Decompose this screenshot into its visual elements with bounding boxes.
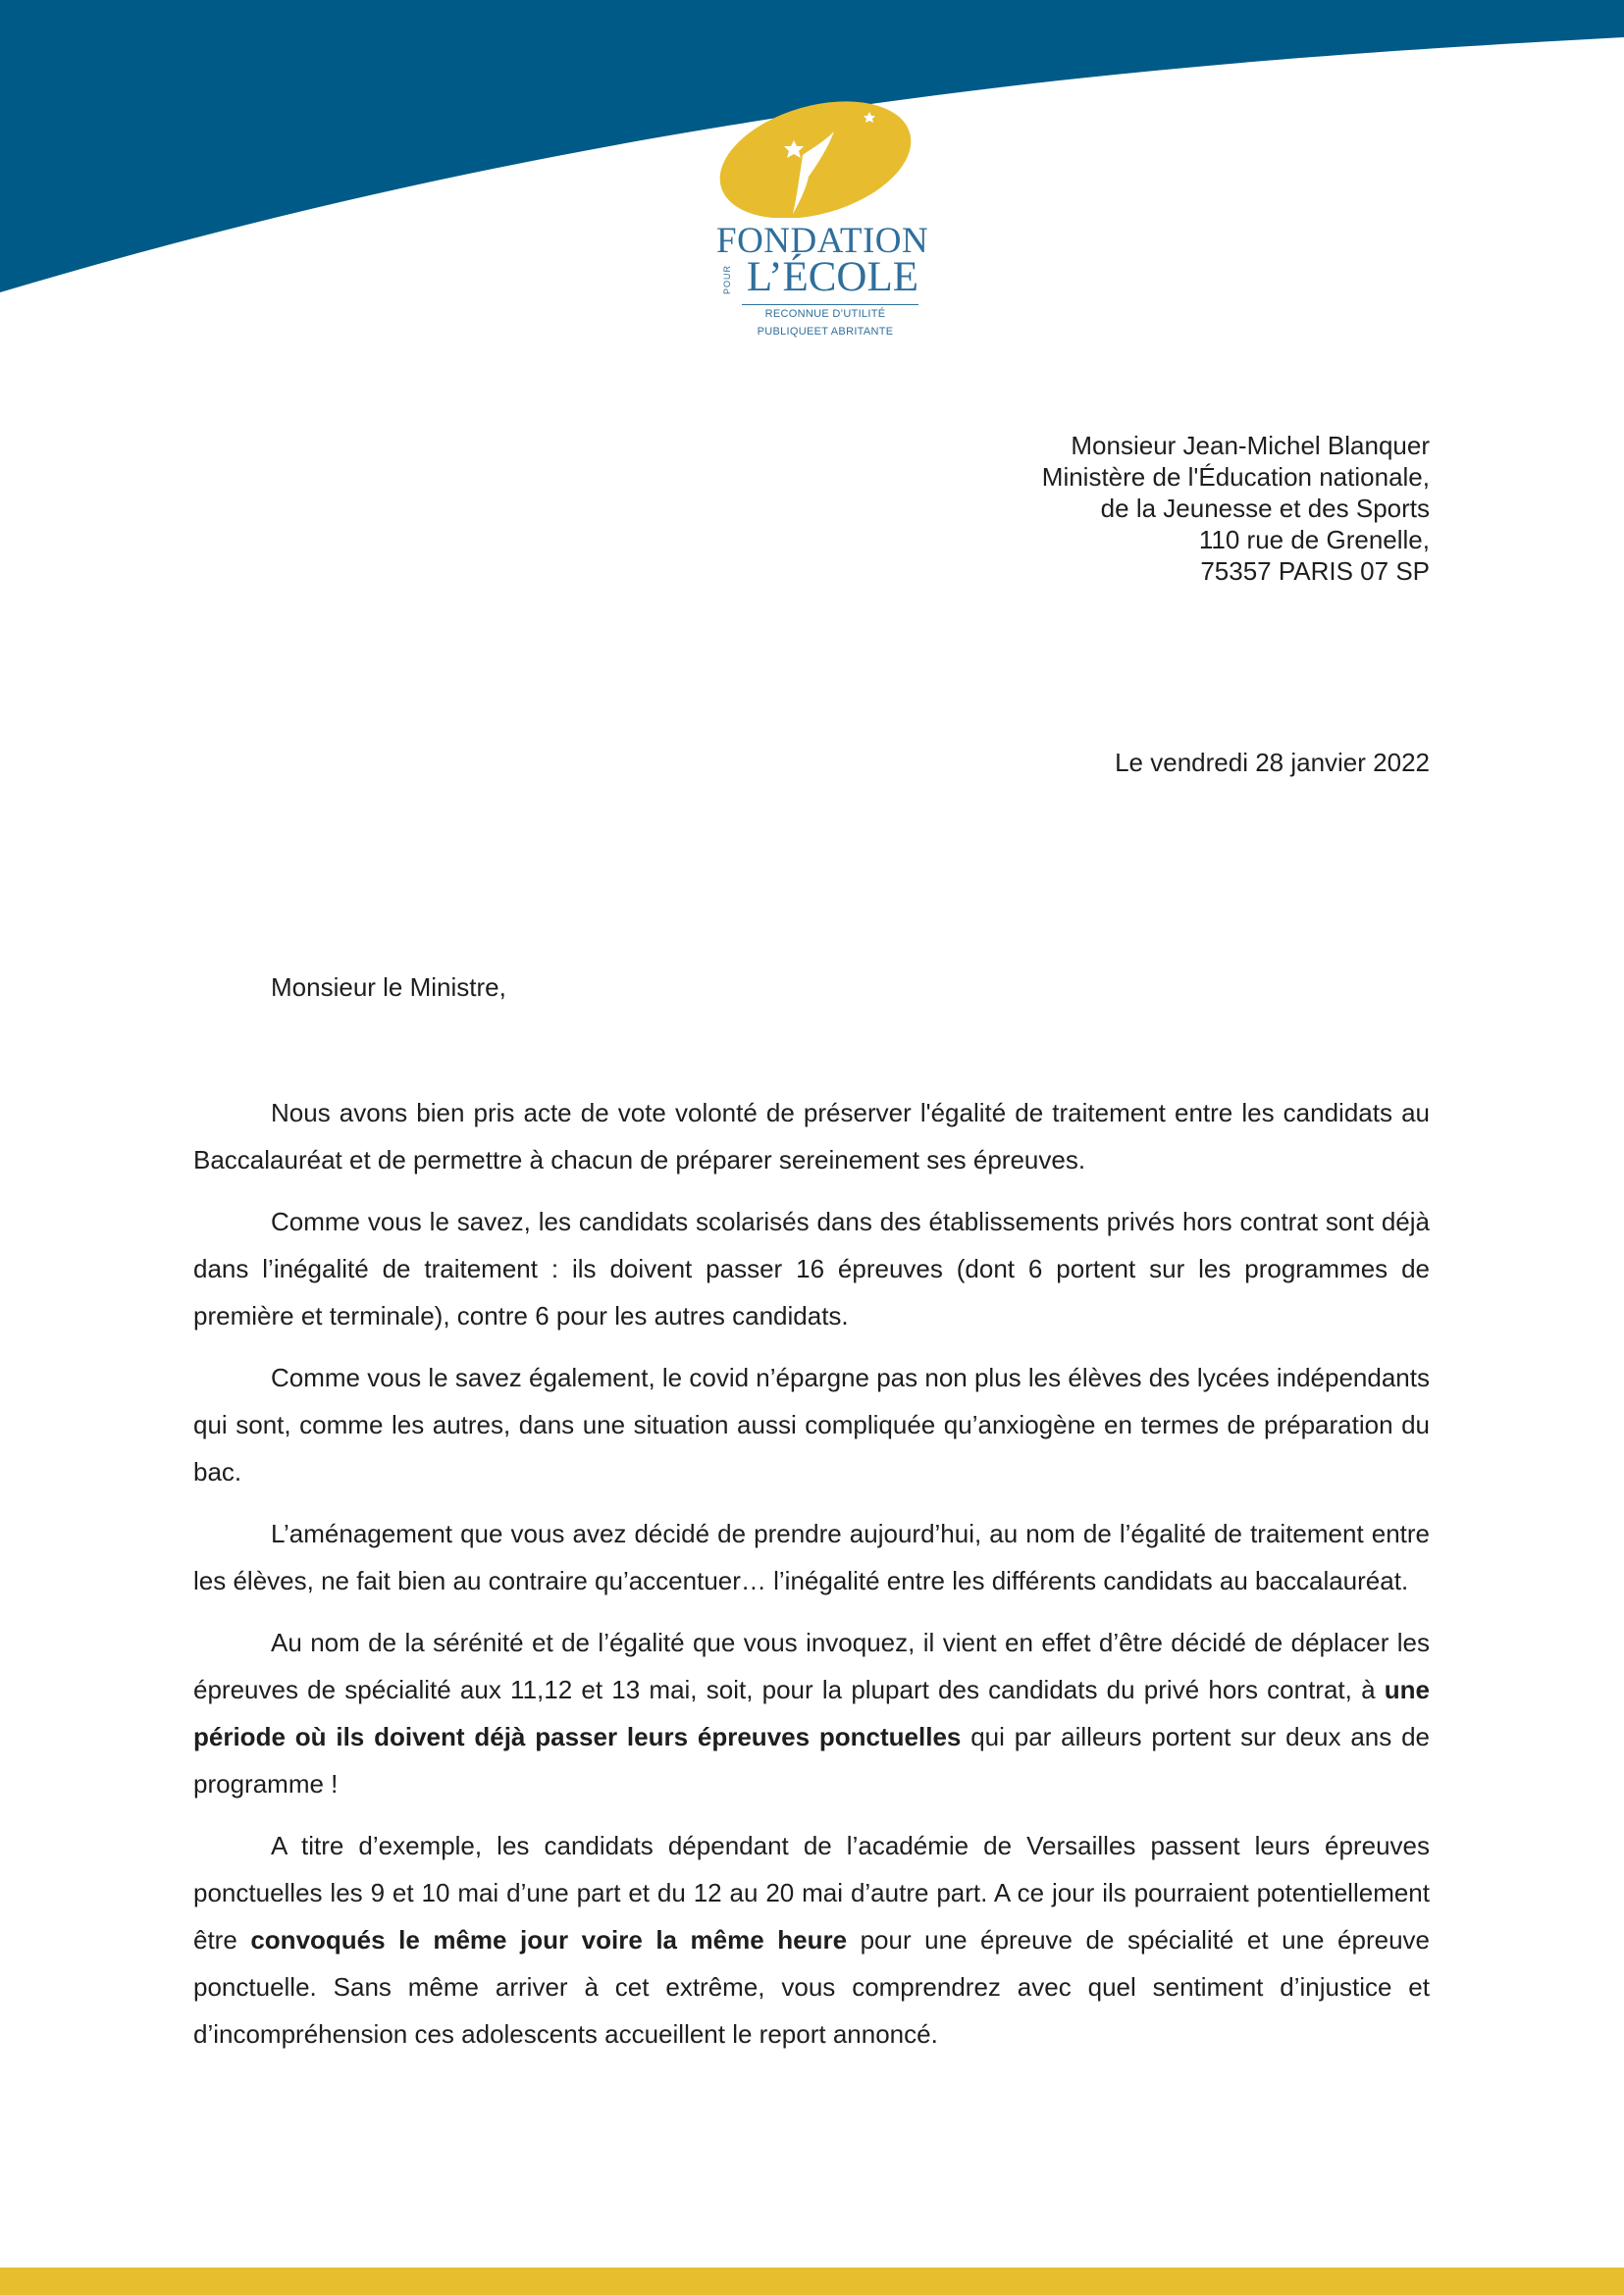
recipient-line-1: Ministère de l'Éducation nationale, [1041,462,1430,492]
paragraph-5-text-end: qui par ailleurs portent sur deux ans de programme ! [193,1722,1431,1799]
paragraph-6-emphasis: convoqués le même jour voire la même heure [250,1925,848,1955]
paragraph-5-emphasis: une période où ils doivent déjà passer leurs épreuves ponctuelles [193,1675,1430,1751]
letter-body [193,1089,1430,2072]
recipient-street: 110 rue de Grenelle, [1198,525,1430,554]
recipient-address [1042,430,1430,587]
logo-tagline-1: RECONNUE D’UTILITÉ [764,308,886,320]
recipient-line-2: de la Jeunesse et des Sports [1100,494,1430,523]
foundation-logo [712,98,929,348]
paragraph-6-text-end: pour une épreuve de spécialité et une épreuve ponctuelle. Sans même arriver à cet extrême, vous comprendrez avec quel sentiment d’injustice et d’incompréhension ces adolescents accueillent le report annoncé. [193,1925,1431,2049]
letter-date: Le vendredi 28 janvier 2022 [1115,748,1430,777]
logo-divider [742,304,918,305]
footer-band [0,2268,1624,2295]
recipient-city: 75357 PARIS 07 SP [1200,556,1430,586]
logo-text-fondation: FONDATION [716,221,929,261]
paragraph-5-text: Au nom de la sérénité et de l’égalité que vous invoquez, il vient en effet d’être décidé de déplacer les épreuves de spécialité aux 11,12 et 13 mai, soit, pour la plupart des candidats du privé hors contrat, à [193,1628,1430,1704]
paragraph-4: L’aménagement que vous avez décidé de prendre aujourd’hui, au nom de l’égalité de traitement entre les élèves, ne fait bien au contraire qu’accentuer… l’inégalité entre les différents candidats au baccalauréat. [193,1519,1430,1595]
paragraph-5 [193,1619,1430,1807]
salutation: Monsieur le Ministre, [271,972,506,1002]
paragraph-6-text: A titre d’exemple, les candidats dépendant de l’académie de Versailles passent leurs épreuves ponctuelles les 9 et 10 mai d’une part et du 12 au 20 mai d’autre part. A ce jour ils pourraient potentiellement être [193,1831,1430,1955]
paragraph-3: Comme vous le savez également, le covid n’épargne pas non plus les élèves des lycées indépendants qui sont, comme les autres, dans une situation aussi compliquée qu’anxiogène en termes de préparation du bac. [193,1363,1430,1487]
paragraph-2: Comme vous le savez, les candidats scolarisés dans des établissements privés hors contrat sont déjà dans l’inégalité de traitement : ils doivent passer 16 épreuves (dont 6 portent sur les programmes de première et terminale), contre 6 pour les autres candidats. [193,1207,1430,1330]
logo-text-pour: POUR [722,264,733,295]
recipient-name: Monsieur Jean-Michel Blanquer [1071,431,1430,460]
logo-text-ecole: L’ÉCOLE [746,254,918,300]
paragraph-6 [193,1822,1430,2058]
logo-emblem-icon [712,98,918,218]
paragraph-1: Nous avons bien pris acte de vote volonté de préserver l'égalité de traitement entre les candidats au Baccalauréat et de permettre à chacun de préparer sereinement ses épreuves. [193,1098,1430,1174]
logo-tagline-2: PUBLIQUEET ABRITANTE [757,326,894,338]
